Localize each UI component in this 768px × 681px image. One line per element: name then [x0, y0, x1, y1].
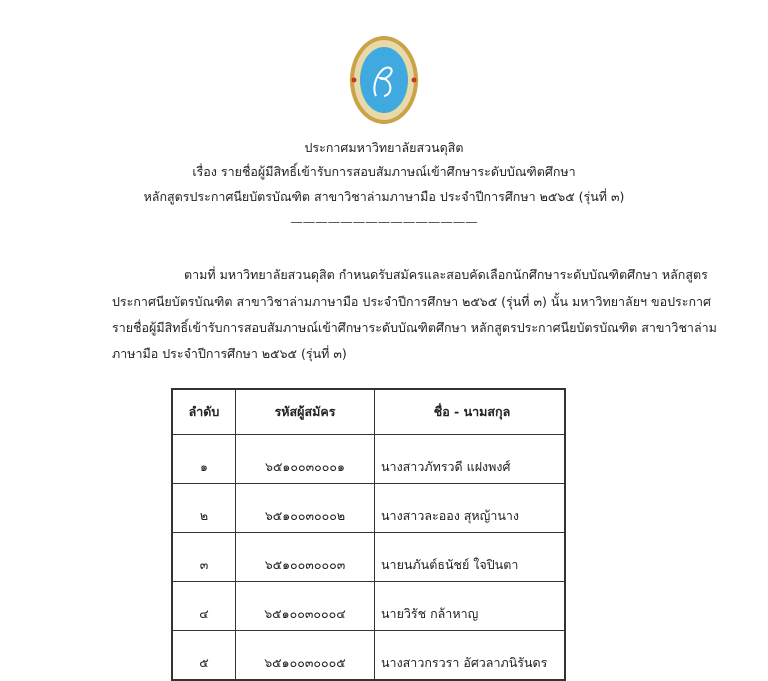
table-row	[172, 484, 565, 533]
table-row	[172, 533, 565, 582]
table-row	[172, 631, 565, 681]
cell-applicant-id: ๖๕๑๐๐๓๐๐๐๑	[236, 435, 375, 484]
university-logo	[348, 34, 420, 126]
body-line-3: รายชื่อผู้มีสิทธิ์เข้ารับการสอบสัมภาษณ์เข้าศึกษาระดับบัณฑิตศึกษา หลักสูตรประกาศนียบัตรบัณฑิต สาขาวิชาล่าม	[112, 320, 717, 335]
cell-order: ๑	[172, 435, 236, 484]
announcement-program: หลักสูตรประกาศนียบัตรบัณฑิต สาขาวิชาล่ามภาษามือ ประจำปีการศึกษา ๒๕๖๕ (รุ่นที่ ๓)	[143, 189, 625, 204]
body-line-4: ภาษามือ ประจำปีการศึกษา ๒๕๖๕ (รุ่นที่ ๓)	[112, 346, 347, 361]
cell-applicant-id: ๖๕๑๐๐๓๐๐๐๕	[236, 631, 375, 681]
header-full-name: ชื่อ - นามสกุล	[375, 389, 566, 435]
body-line-2: ประกาศนียบัตรบัณฑิต สาขาวิชาล่ามภาษามือ ประจำปีการศึกษา ๒๕๖๕ (รุ่นที่ ๓) นั้น มหาวิทยาลัยฯ ขอประกาศ	[112, 294, 711, 309]
divider: ———————————————	[290, 214, 478, 229]
cell-full-name: นายวิรัช กล้าหาญ	[375, 582, 566, 631]
header-applicant-id: รหัสผู้สมัคร	[236, 389, 375, 435]
header-order: ลำดับ	[172, 389, 236, 435]
cell-order: ๒	[172, 484, 236, 533]
cell-order: ๔	[172, 582, 236, 631]
cell-applicant-id: ๖๕๑๐๐๓๐๐๐๓	[236, 533, 375, 582]
cell-full-name: นายนภันต์ธนัชย์ ใจปินตา	[375, 533, 566, 582]
table-row	[172, 582, 565, 631]
candidate-table	[171, 388, 566, 681]
cell-applicant-id: ๖๕๑๐๐๓๐๐๐๒	[236, 484, 375, 533]
cell-full-name: นางสาวภัทรวดี แฝงพงศ์	[375, 435, 566, 484]
body-line-1: ตามที่ มหาวิทยาลัยสวนดุสิต กำหนดรับสมัครและสอบคัดเลือกนักศึกษาระดับบัณฑิตศึกษา หลักสูตร	[184, 267, 708, 282]
table-row	[172, 435, 565, 484]
cell-order: ๓	[172, 533, 236, 582]
announcement-subject: เรื่อง รายชื่อผู้มีสิทธิ์เข้ารับการสอบสัมภาษณ์เข้าศึกษาระดับบัณฑิตศึกษา	[192, 164, 576, 179]
cell-full-name: นางสาวกรวรา อัศวลาภนิรันดร	[375, 631, 566, 681]
cell-full-name: นางสาวละออง สุหญ้านาง	[375, 484, 566, 533]
table-header-row	[172, 389, 565, 435]
announcement-title: ประกาศมหาวิทยาลัยสวนดุสิต	[304, 140, 464, 155]
cell-applicant-id: ๖๕๑๐๐๓๐๐๐๔	[236, 582, 375, 631]
cell-order: ๕	[172, 631, 236, 681]
